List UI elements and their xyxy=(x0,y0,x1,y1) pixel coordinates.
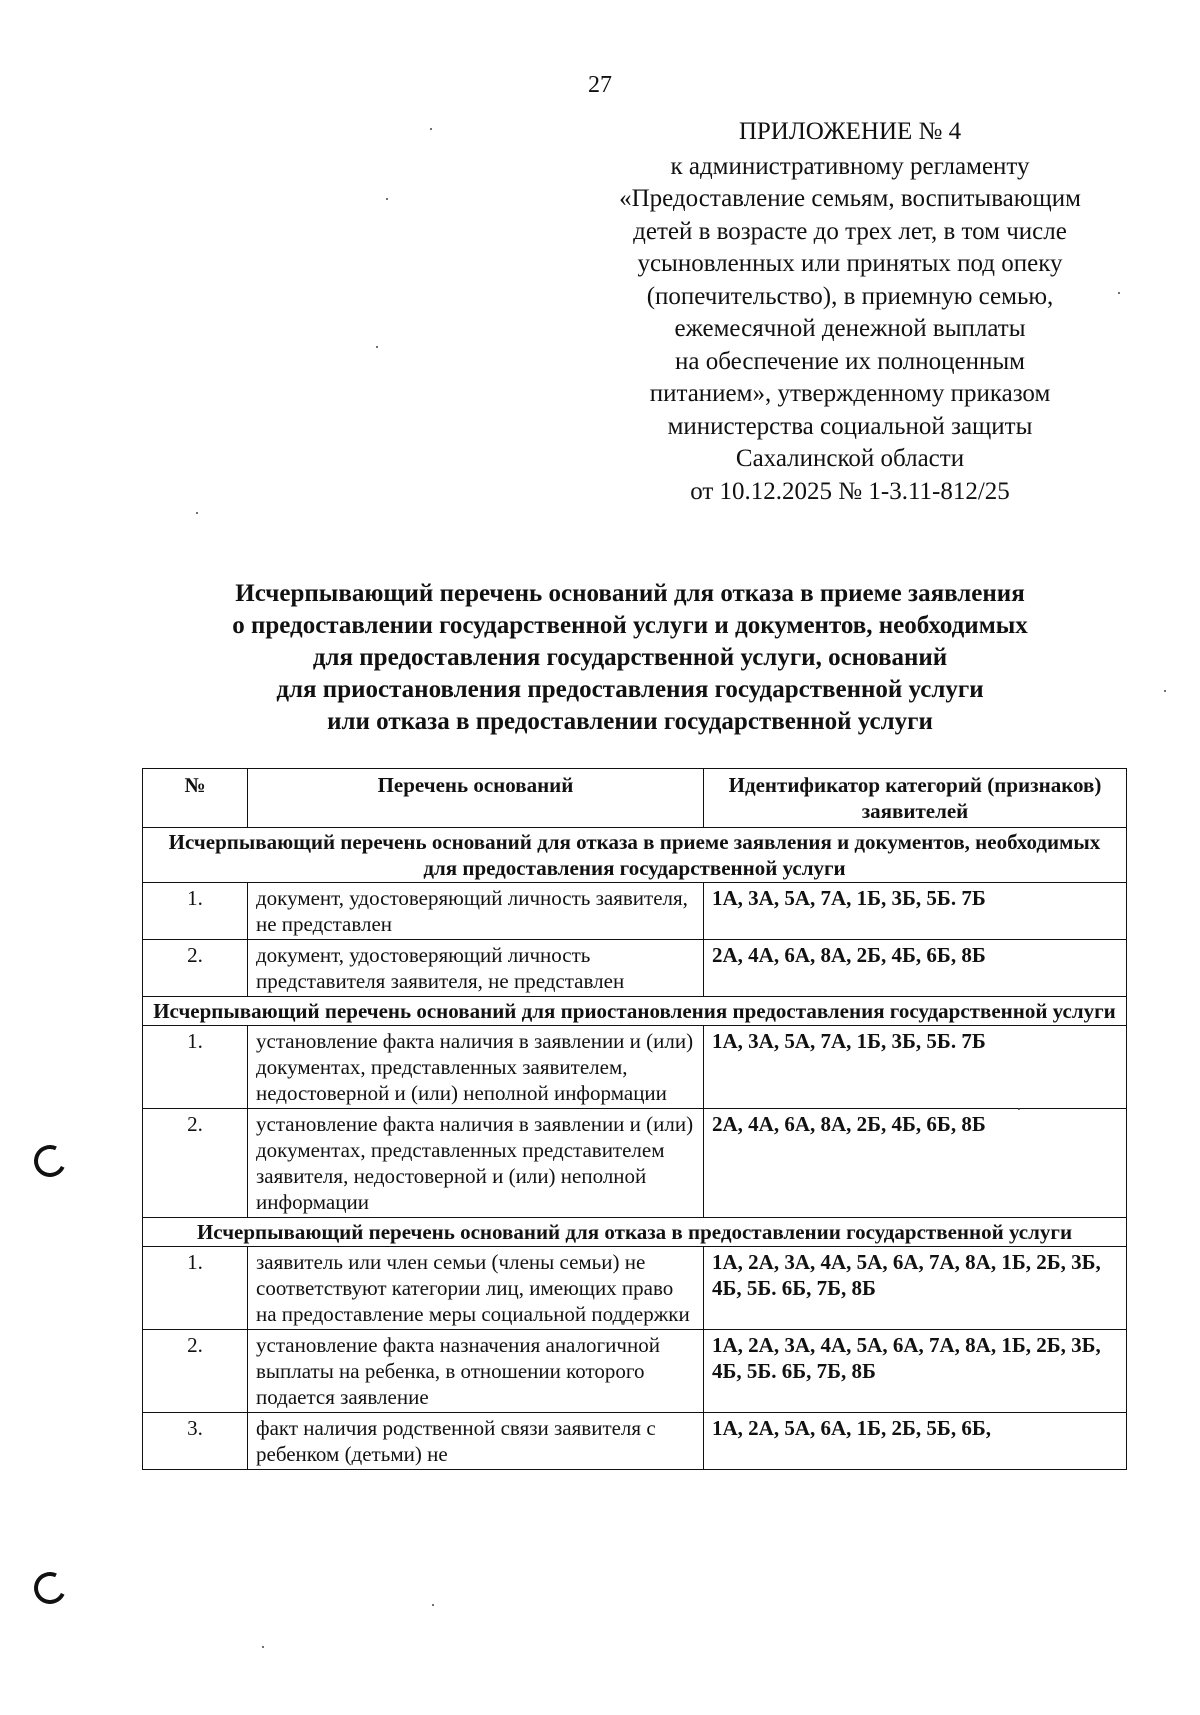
section-row xyxy=(143,828,1127,883)
table-row xyxy=(143,1247,1127,1330)
section-title: Исчерпывающий перечень оснований для приостановления предоставления государственной услуги xyxy=(143,997,1127,1026)
row-categories: 1А, 2А, 3А, 4А, 5А, 6А, 7А, 8А, 1Б, 2Б, 3Б, 4Б, 5Б. 6Б, 7Б, 8Б xyxy=(704,1247,1127,1330)
row-number: 2. xyxy=(143,1330,248,1413)
header-number: № xyxy=(143,769,248,828)
table-row xyxy=(143,940,1127,997)
section-title: Исчерпывающий перечень оснований для отказа в приеме заявления и документов, необходимых для предоставления государственной услуги xyxy=(143,828,1127,883)
appendix-line: питанием», утвержденному приказом xyxy=(649,380,1051,407)
row-ground: установление факта наличия в заявлении и (или) документах, представленных заявителем, недостоверной и (или) неполной информации xyxy=(248,1026,704,1109)
appendix-line: министерства социальной защиты xyxy=(667,412,1033,440)
row-ground: факт наличия родственной связи заявителя с ребенком (детьми) не xyxy=(248,1413,704,1470)
row-categories: 1А, 2А, 5А, 6А, 1Б, 2Б, 5Б, 6Б, xyxy=(704,1413,1127,1470)
row-categories: 2А, 4А, 6А, 8А, 2Б, 4Б, 6Б, 8Б xyxy=(704,1109,1127,1218)
binder-hole-mark xyxy=(29,1140,70,1181)
scan-speck xyxy=(1018,1108,1020,1110)
table-row xyxy=(143,1413,1127,1470)
appendix-line: от 10.12.2025 № 1-3.11-812/25 xyxy=(690,477,1010,505)
scan-speck xyxy=(1164,690,1166,692)
row-ground: документ, удостоверяющий личность представителя заявителя, не представлен xyxy=(248,940,704,997)
appendix-line: (попечительство), в приемную семью, xyxy=(646,282,1054,310)
appendix-line: усыновленных или принятых под опеку xyxy=(637,250,1063,277)
row-number: 1. xyxy=(143,883,248,940)
row-ground: документ, удостоверяющий личность заявителя, не представлен xyxy=(248,883,704,940)
document-title-line: Исчерпывающий перечень оснований для отказа в приеме заявления xyxy=(235,580,1025,607)
document-title-line: о предоставлении государственной услуги и документов, необходимых xyxy=(232,612,1028,639)
row-categories: 1А, 2А, 3А, 4А, 5А, 6А, 7А, 8А, 1Б, 2Б, 3Б, 4Б, 5Б. 6Б, 7Б, 8Б xyxy=(704,1330,1127,1413)
scan-speck xyxy=(430,128,432,130)
appendix-title: ПРИЛОЖЕНИЕ № 4 xyxy=(738,118,962,145)
scan-speck xyxy=(262,1646,264,1648)
header-grounds: Перечень оснований xyxy=(248,769,704,828)
appendix-line: «Предоставление семьям, воспитывающим xyxy=(619,185,1081,212)
grounds-table xyxy=(142,768,1127,1470)
row-ground: установление факта наличия в заявлении и (или) документах, представленных представителем заявителя, недостоверной и (или) неполной информации xyxy=(248,1109,704,1218)
row-number: 1. xyxy=(143,1026,248,1109)
row-categories: 1А, 3А, 5А, 7А, 1Б, 3Б, 5Б. 7Б xyxy=(704,1026,1127,1109)
scan-speck xyxy=(1118,292,1120,294)
table-row xyxy=(143,1109,1127,1218)
page-number: 27 xyxy=(588,72,612,98)
scan-speck xyxy=(432,1604,434,1606)
appendix-line: ежемесячной денежной выплаты xyxy=(674,315,1026,342)
document-title-line: для предоставления государственной услуги, оснований xyxy=(312,644,948,671)
document-title xyxy=(130,578,1130,738)
table-row xyxy=(143,1330,1127,1413)
row-ground: заявитель или член семьи (члены семьи) не соответствуют категории лиц, имеющих право на предоставление меры социальной поддержки xyxy=(248,1247,704,1330)
row-number: 3. xyxy=(143,1413,248,1470)
binder-hole-mark xyxy=(29,1567,70,1608)
row-ground: установление факта назначения аналогичной выплаты на ребенка, в отношении которого подается заявление xyxy=(248,1330,704,1413)
appendix-line: к административному регламенту xyxy=(670,152,1030,180)
appendix-line: Сахалинской области xyxy=(735,445,965,472)
section-title: Исчерпывающий перечень оснований для отказа в предоставлении государственной услуги xyxy=(143,1218,1127,1247)
table-header-row xyxy=(143,769,1127,828)
appendix-line: детей в возрасте до трех лет, в том числе xyxy=(633,217,1067,245)
section-row xyxy=(143,997,1127,1026)
row-number: 1. xyxy=(143,1247,248,1330)
table-row xyxy=(143,1026,1127,1109)
scan-speck xyxy=(386,198,388,200)
scan-speck xyxy=(376,346,378,348)
document-title-line: для приостановления предоставления государственной услуги xyxy=(276,676,984,703)
document-title-line: или отказа в предоставлении государственной услуги xyxy=(327,708,933,735)
appendix-line: на обеспечение их полноценным xyxy=(675,347,1025,375)
table-row xyxy=(143,883,1127,940)
appendix-header xyxy=(590,116,1110,508)
section-row xyxy=(143,1218,1127,1247)
header-categories: Идентификатор категорий (признаков) заявителей xyxy=(704,769,1127,828)
row-categories: 1А, 3А, 5А, 7А, 1Б, 3Б, 5Б. 7Б xyxy=(704,883,1127,940)
row-number: 2. xyxy=(143,1109,248,1218)
row-number: 2. xyxy=(143,940,248,997)
scan-speck xyxy=(196,512,198,514)
row-categories: 2А, 4А, 6А, 8А, 2Б, 4Б, 6Б, 8Б xyxy=(704,940,1127,997)
